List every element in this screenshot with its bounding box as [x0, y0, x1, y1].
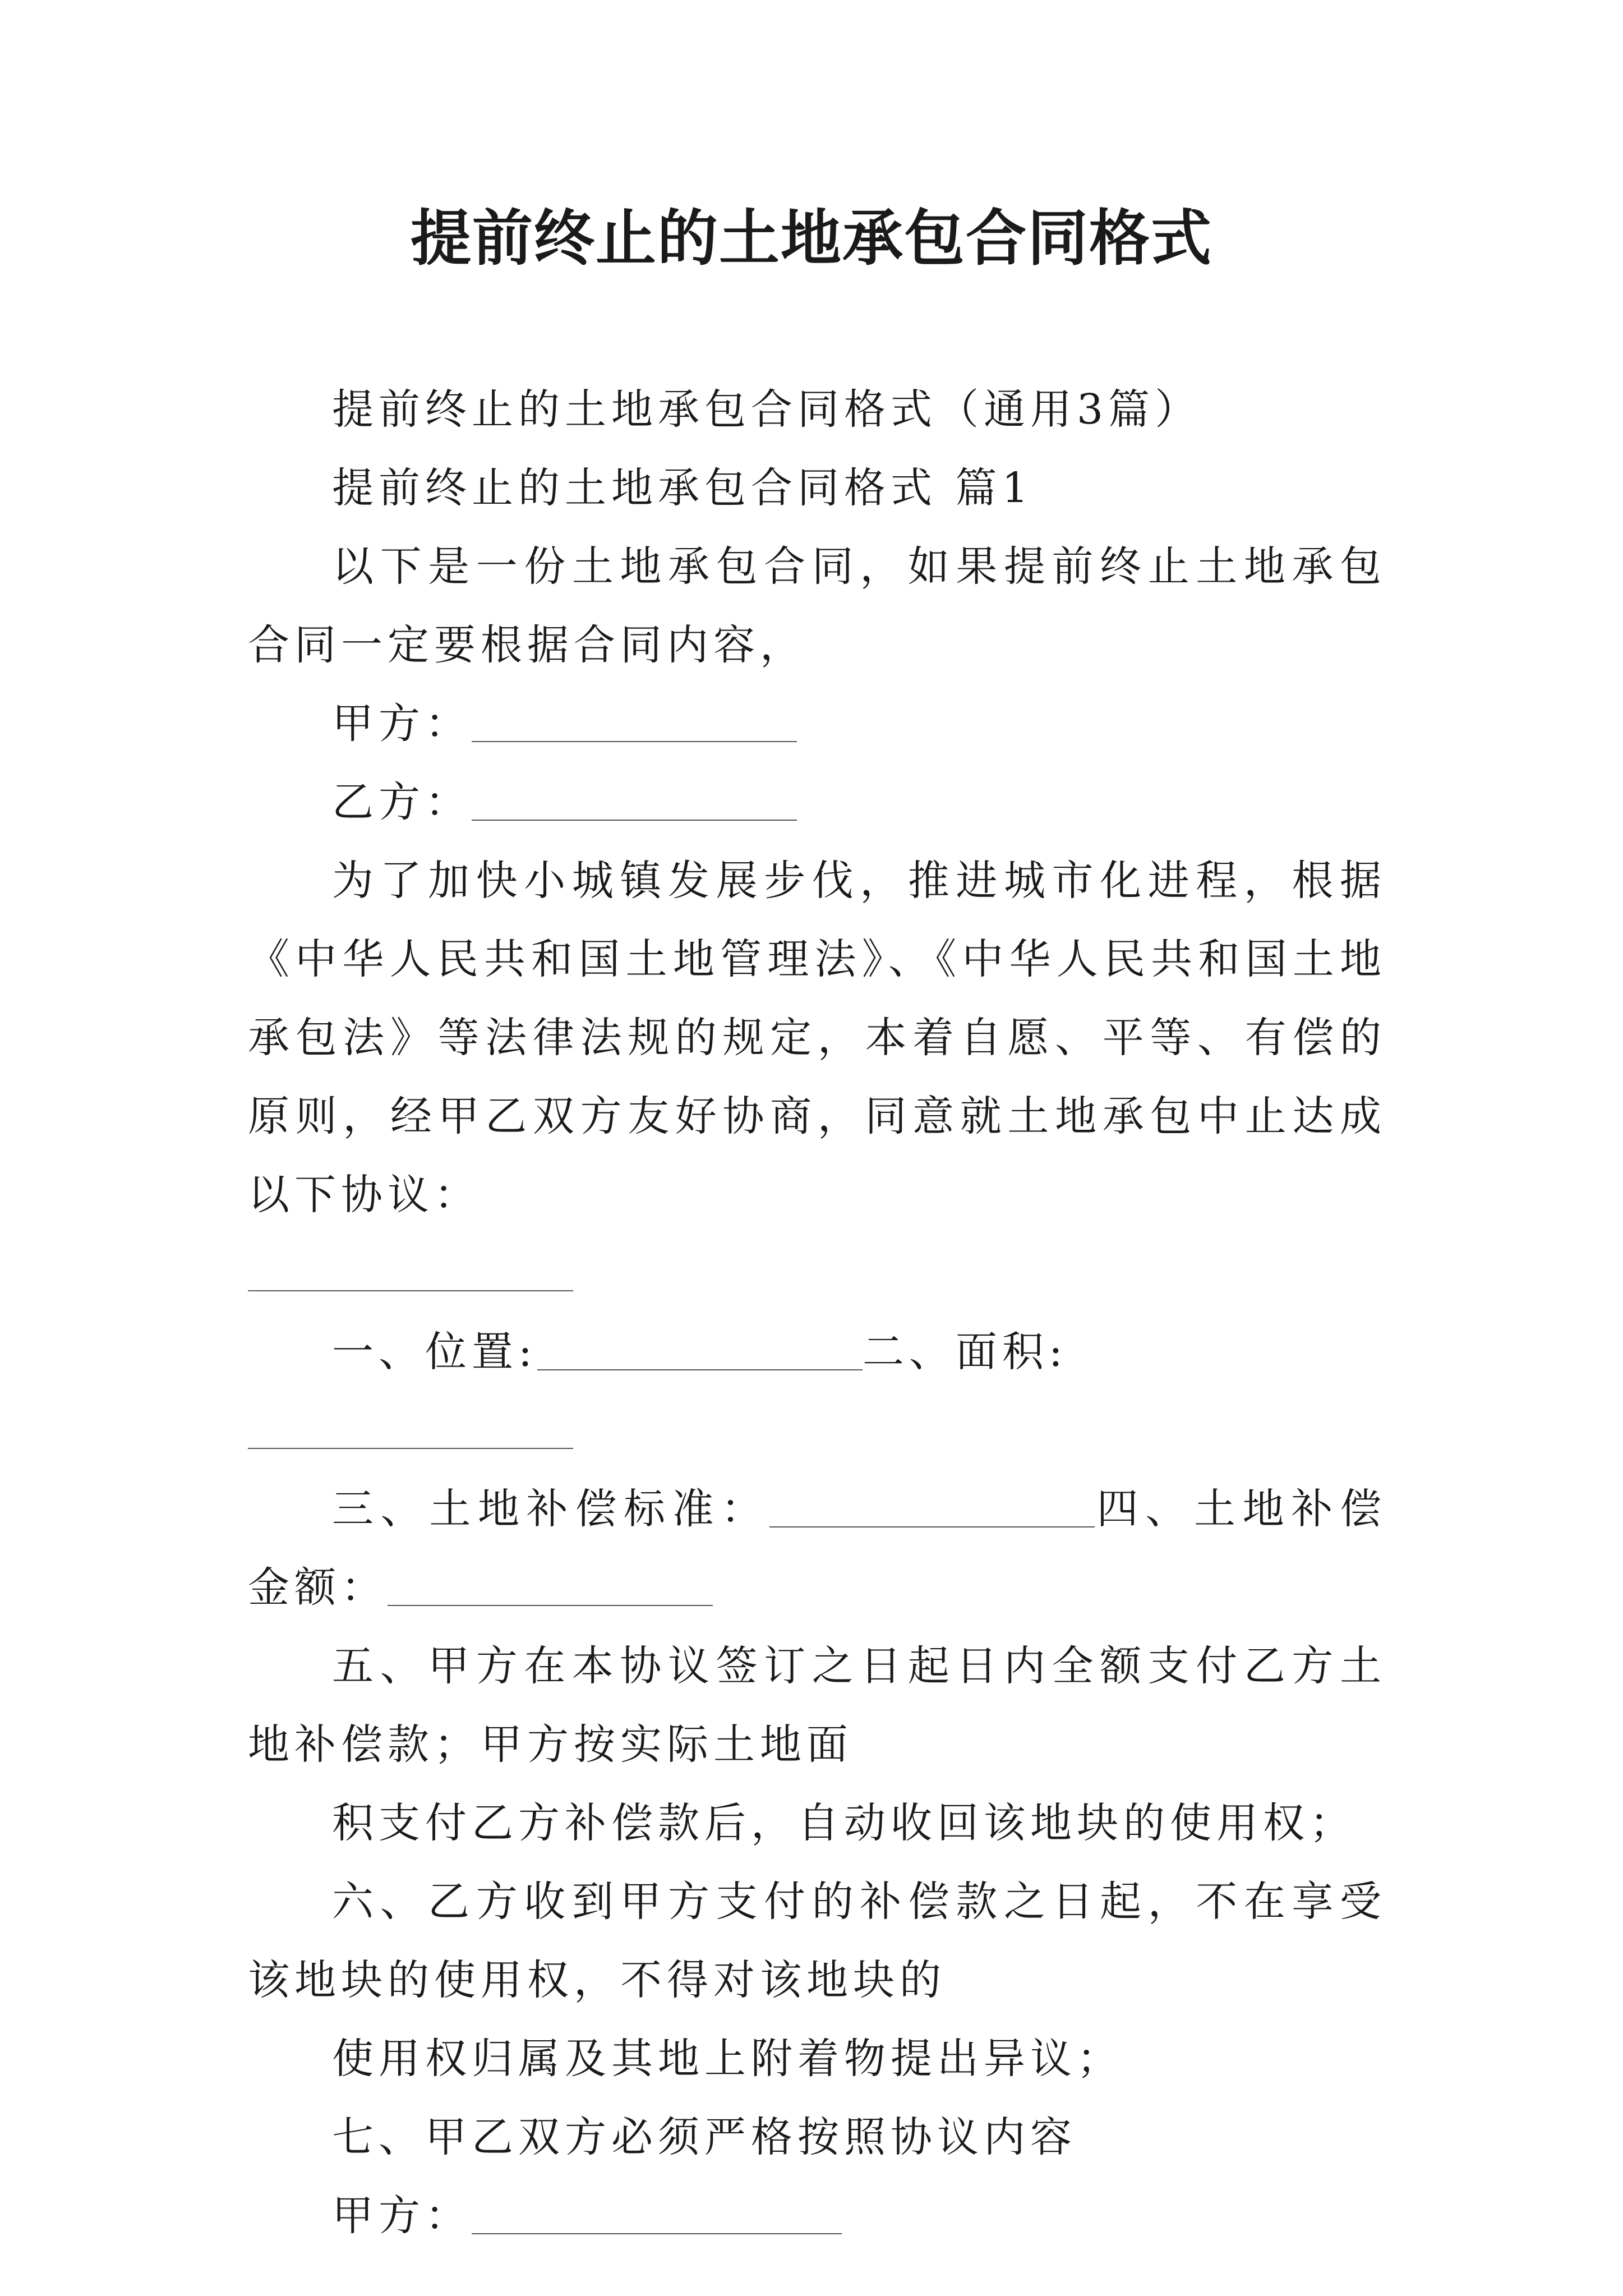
item-1-2-line: [248, 1313, 1386, 1470]
area-blank[interactable]: [248, 1414, 573, 1449]
item-5-line-1: 五、甲方在本协议签订之日起日内全额支付乙方土地补偿款；甲方按实际土地面: [248, 1642, 1386, 1769]
party-a-line: [248, 684, 1386, 763]
item-3-4-line: [248, 1470, 1386, 1627]
party-b-line: [248, 763, 1386, 841]
preamble-paragraph: 为了加快小城镇发展步伐，推进城市化进程，根据《中华人民共和国土地管理法》、《中华人民共和国土地承包法》等法律法规的规定，本着自愿、平等、有偿的原则，经甲乙双方友好协商，同意就土地承包中止达成以下协议：: [248, 857, 1386, 1219]
party-a-blank[interactable]: [472, 707, 797, 742]
party-a-label: 甲方：: [332, 700, 472, 748]
party-b-blank[interactable]: [472, 786, 797, 821]
party-b-label: 乙方：: [332, 778, 472, 826]
sign-party-a-blank[interactable]: [472, 2200, 842, 2234]
intro-paragraph: 以下是一份土地承包合同，如果提前终止土地承包合同一定要根据合同内容，: [248, 542, 1386, 669]
item-6-line-1: 六、乙方收到甲方支付的补偿款之日起，不在享受该地块的使用权，不得对该地块的: [248, 1878, 1386, 2004]
section-heading: 提前终止的土地承包合同格式 篇1: [332, 464, 1034, 512]
item-3-label: 三、土地补偿标准：: [332, 1485, 769, 1533]
document-body: [248, 370, 1386, 2255]
item-7: 七、甲乙双方必须严格按照协议内容: [332, 2113, 1077, 2161]
item-5-line-2: 积支付乙方补偿款后，自动收回该地块的使用权；: [332, 1799, 1356, 1847]
item-6-line-2: 使用权归属及其地上附着物提出异议；: [332, 2035, 1123, 2083]
item-2-label: 二、面积:: [862, 1328, 1068, 1376]
compensation-standard-blank[interactable]: [769, 1493, 1095, 1527]
preamble-blank[interactable]: [248, 1257, 573, 1291]
location-blank[interactable]: [537, 1336, 863, 1370]
sign-party-a-label: 甲方：: [332, 2192, 472, 2240]
sign-party-a-line: [248, 2177, 1386, 2255]
compensation-amount-blank[interactable]: [388, 1571, 713, 1606]
preamble-blank-line: [248, 1234, 1386, 1313]
document-title: 提前终止的土地承包合同格式: [410, 203, 1212, 274]
subtitle: 提前终止的土地承包合同格式（通用3篇）: [332, 385, 1202, 434]
item-1-label: 一、位置:: [332, 1328, 537, 1376]
item-4-label: 四、土地补偿金额：: [248, 1485, 1386, 1612]
